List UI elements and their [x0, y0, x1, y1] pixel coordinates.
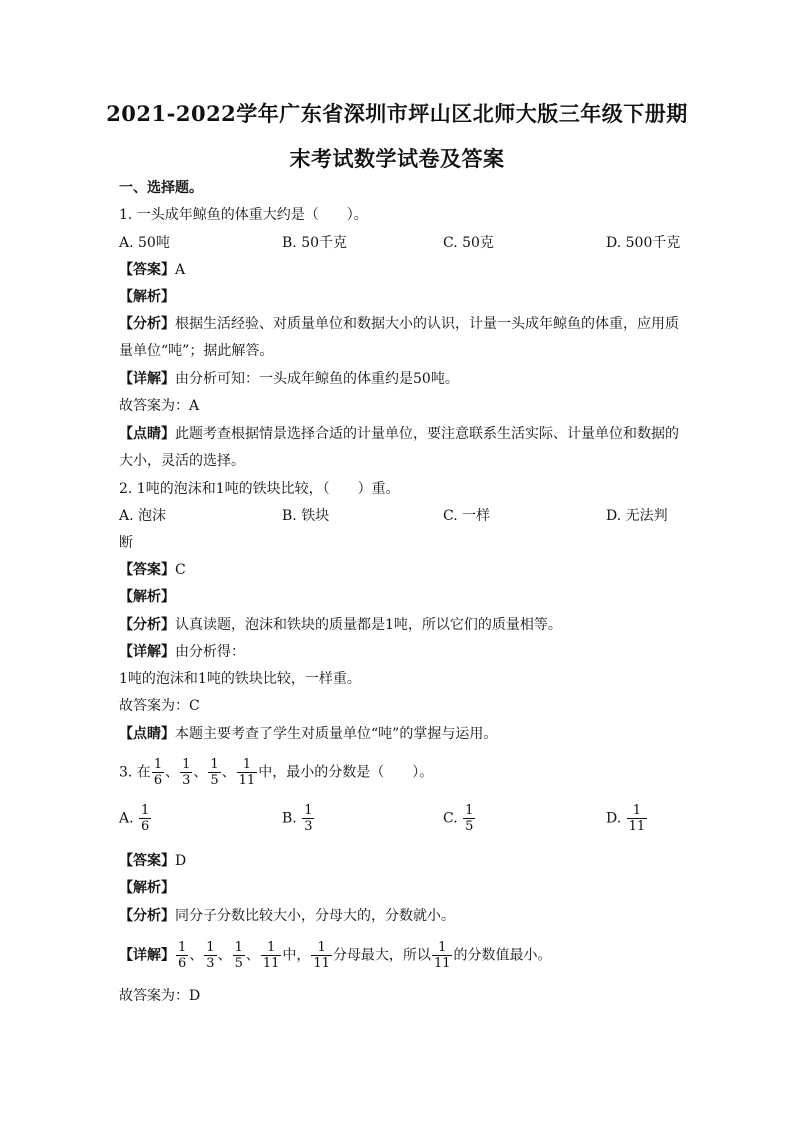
q3-answer-line	[119, 851, 186, 871]
fenxi-tag: 【分析】	[119, 908, 175, 924]
q2-option-d: D. 无法判	[606, 508, 668, 524]
doc-title-line-1: 2021-2022学年广东省深圳市坪山区北师大版三年级下册期	[106, 101, 688, 126]
separator: 、	[165, 764, 180, 781]
fenxi-tag: 【分析】	[119, 617, 175, 633]
q3-option-c	[443, 803, 476, 834]
answer-tag: 【答案】	[119, 262, 175, 278]
fraction: $\frac{1}{11}$	[433, 940, 451, 971]
dianjing-tag: 【点睛】	[119, 426, 175, 442]
q1-option-b: B. 50千克	[282, 235, 348, 251]
separator: 、	[189, 947, 204, 964]
q3-stem-prefix: 3. 在	[119, 764, 151, 781]
fraction: $\frac{1}{5}$	[210, 757, 219, 788]
q2-option-a: A. 泡沫	[119, 508, 167, 524]
q1-fenxi-line-1	[119, 314, 679, 334]
dianjing-tag: 【点睛】	[119, 726, 175, 742]
q1-answer-line	[119, 260, 185, 280]
q1-dianjing-line-1	[119, 424, 679, 444]
q3-xiangjie-mid: 中，	[282, 947, 311, 964]
q2-option-b: B. 铁块	[282, 508, 330, 524]
q2-xiangjie-text: 由分析得：	[175, 644, 245, 660]
fraction: $\frac{1}{6}$	[153, 757, 163, 788]
q2-xiangjie-line	[119, 642, 245, 662]
q1-final-answer: 故答案为：A	[119, 398, 200, 414]
q3-option-b	[282, 803, 315, 834]
q3-stem	[119, 757, 433, 788]
fraction: $\frac{1}{11}$	[628, 803, 646, 834]
section-heading: 一、选择题。	[119, 180, 203, 196]
xiangjie-tag: 【详解】	[119, 947, 175, 964]
q1-answer: A	[175, 262, 186, 278]
doc-title-line-2: 末考试数学试卷及答案	[289, 146, 505, 171]
option-label: B.	[282, 810, 297, 827]
q3-analysis-tag: 【解析】	[119, 880, 175, 896]
xiangjie-tag: 【详解】	[119, 371, 175, 387]
fraction: $\frac{1}{11}$	[313, 940, 330, 971]
q1-dianjing-text-1: 此题考查根据情景选择合适的计量单位，要注意联系生活实际、计量单位和数据的	[175, 426, 679, 442]
q2-stem: 2. 1吨的泡沫和1吨的铁块比较，（ ）重。	[119, 481, 400, 497]
separator: 、	[217, 947, 232, 964]
answer-tag: 【答案】	[119, 853, 175, 869]
q1-stem: 1. 一头成年鲸鱼的体重大约是（ ）。	[119, 207, 368, 223]
q3-answer: D	[175, 853, 187, 869]
q2-fenxi-text: 认真读题，泡沫和铁块的质量都是1吨，所以它们的质量相等。	[175, 617, 562, 633]
fraction: $\frac{1}{3}$	[182, 757, 191, 788]
q3-fenxi-text: 同分子分数比较大小，分母大的，分数就小。	[175, 908, 455, 924]
answer-tag: 【答案】	[119, 562, 175, 578]
option-label: D.	[606, 810, 622, 827]
q1-xiangjie-line	[119, 369, 459, 389]
fraction: $\frac{1}{6}$	[178, 940, 187, 971]
q3-xiangjie-line	[119, 940, 551, 971]
q2-xiangjie-line-2: 1吨的泡沫和1吨的铁块比较，一样重。	[119, 671, 361, 687]
q1-option-a: A. 50吨	[119, 235, 170, 251]
fraction: $\frac{1}{3}$	[206, 940, 215, 971]
q2-dianjing-line	[119, 724, 497, 744]
q3-xiangjie-mid2: 分母最大，所以	[332, 947, 431, 964]
q2-option-d-wrap: 断	[119, 535, 133, 551]
fenxi-tag: 【分析】	[119, 316, 175, 332]
fraction: $\frac{1}{6}$	[141, 803, 150, 834]
q3-xiangjie-end: 的分数值最小。	[453, 947, 552, 964]
q2-final-answer: 故答案为：C	[119, 698, 200, 714]
q2-fenxi-line	[119, 615, 562, 635]
q2-dianjing-text: 本题主要考查了学生对质量单位“吨”的掌握与运用。	[175, 726, 498, 742]
q3-option-a	[119, 803, 152, 834]
q3-stem-suffix: 中，最小的分数是（ ）。	[258, 764, 434, 781]
fraction: $\frac{1}{11}$	[262, 940, 280, 971]
fraction: $\frac{1}{3}$	[304, 803, 313, 834]
option-label: C.	[443, 810, 458, 827]
separator: 、	[193, 764, 208, 781]
q2-analysis-tag: 【解析】	[119, 589, 175, 605]
q1-fenxi-line-2: 量单位“吨”；据此解答。	[119, 343, 274, 359]
fraction: $\frac{1}{5}$	[234, 940, 243, 971]
q3-option-d	[606, 803, 648, 834]
q3-fenxi-line	[119, 906, 455, 926]
q2-answer: C	[175, 562, 186, 578]
q1-fenxi-text-1: 根据生活经验、对质量单位和数据大小的认识，计量一头成年鲸鱼的体重，应用质	[175, 316, 679, 332]
q1-option-c: C. 50克	[443, 235, 494, 251]
q3-final-answer: 故答案为：D	[119, 988, 201, 1004]
q1-option-d: D. 500千克	[606, 235, 681, 251]
option-label: A.	[119, 810, 134, 827]
q1-xiangjie-text: 由分析可知：一头成年鲸鱼的体重约是50吨。	[175, 371, 459, 387]
fraction: $\frac{1}{5}$	[465, 803, 474, 834]
q2-option-c: C. 一样	[443, 508, 491, 524]
q1-analysis-tag: 【解析】	[119, 289, 175, 305]
fraction: $\frac{1}{11}$	[238, 757, 256, 788]
separator: 、	[221, 764, 236, 781]
separator: 、	[245, 947, 260, 964]
xiangjie-tag: 【详解】	[119, 644, 175, 660]
q1-dianjing-line-2: 大小，灵活的选择。	[119, 453, 245, 469]
q2-answer-line	[119, 560, 186, 580]
